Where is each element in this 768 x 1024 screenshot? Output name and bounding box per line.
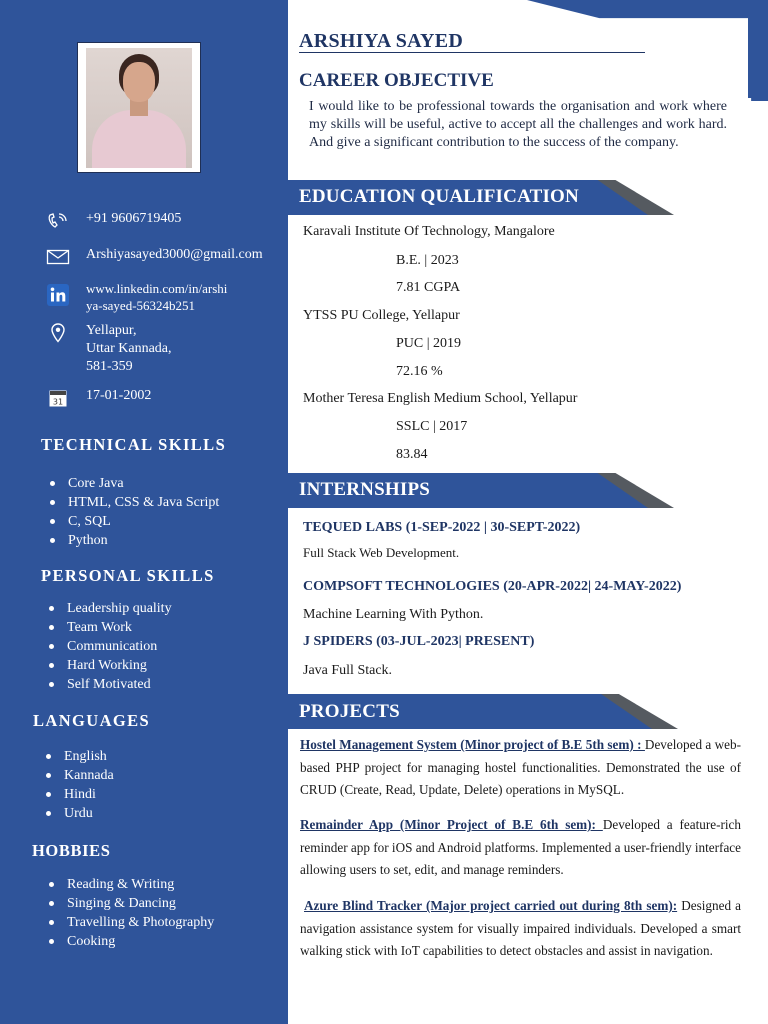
list-item: Python [44, 531, 219, 550]
list-item: Cooking [43, 932, 214, 951]
projects-banner [288, 694, 678, 729]
email-address[interactable]: Arshiyasayed3000@gmail.com [86, 247, 263, 262]
internship-title-2: COMPSOFT TECHNOLOGIES (20-APR-2022| 24-MAY-2022) [303, 579, 682, 594]
name-underline [299, 52, 645, 53]
profile-photo-image [86, 48, 192, 168]
list-item: HTML, CSS & Java Script [44, 493, 219, 512]
phone-icon [46, 210, 70, 232]
personal-skills-heading: PERSONAL SKILLS [41, 566, 215, 585]
career-objective-text: I would like to be professional towards the organisation and work where my skills will be useful, active to accept all the challenges and work hard. And give a significant contribution to the success of the company. [309, 99, 727, 150]
education-heading: EDUCATION QUALIFICATION [299, 186, 579, 207]
education-institute-3: Mother Teresa English Medium School, Yellapur [303, 391, 578, 406]
list-item: Travelling & Photography [43, 913, 214, 932]
personal-skills-list [43, 599, 172, 694]
sidebar [0, 0, 288, 1024]
technical-skills-heading: TECHNICAL SKILLS [41, 435, 227, 454]
contact-phone [46, 210, 181, 232]
internship-desc-2: Machine Learning With Python. [303, 607, 484, 622]
project-desc-2: Developed a feature-rich reminder app for iOS and Android platforms. Implemented a user-friendly interface allowing users to set, edit, and manage reminders. [300, 817, 742, 877]
hobbies-heading: HOBBIES [32, 841, 111, 860]
mail-icon [46, 246, 70, 268]
project-desc-3: Designed a navigation assistance system for visually impaired individuals. Developed a smart walking stick with IoT capabilities to detect obstacles and assist in navigation. [300, 898, 741, 958]
list-item: Urdu [40, 804, 114, 823]
list-item: Kannada [40, 766, 114, 785]
technical-skills-list [44, 474, 219, 550]
education-institute-2: YTSS PU College, Yellapur [303, 308, 460, 323]
project-3 [300, 895, 741, 963]
list-item: Reading & Writing [43, 875, 214, 894]
address: Yellapur, Uttar Kannada, 581-359 [86, 323, 172, 374]
list-item: English [40, 747, 114, 766]
languages-list [40, 747, 114, 823]
calendar-icon [46, 387, 70, 409]
education-course-1: B.E. | 2023 [396, 253, 459, 268]
location-pin-icon [46, 322, 70, 344]
project-2 [300, 814, 741, 882]
list-item: Leadership quality [43, 599, 172, 618]
list-item: Singing & Dancing [43, 894, 214, 913]
phone-number: +91 9606719405 [86, 211, 182, 226]
education-score-2: 72.16 % [396, 364, 443, 379]
education-score-1: 7.81 CGPA [396, 280, 461, 295]
linkedin-icon [46, 284, 70, 306]
internship-title-1: TEQUED LABS (1-SEP-2022 | 30-SEPT-2022) [303, 520, 581, 535]
candidate-name: ARSHIYA SAYED [299, 30, 464, 52]
contact-dob [46, 387, 151, 409]
list-item: Team Work [43, 618, 172, 637]
contact-email [46, 246, 263, 268]
date-of-birth: 17-01-2002 [86, 388, 152, 403]
list-item: C, SQL [44, 512, 219, 531]
svg-text:31: 31 [52, 397, 64, 407]
education-course-2: PUC | 2019 [396, 336, 462, 351]
list-item: Communication [43, 637, 172, 656]
linkedin-url[interactable]: www.linkedin.com/in/arshi ya-sayed-56324b251 [86, 281, 228, 313]
education-banner [288, 180, 674, 215]
list-item: Hindi [40, 785, 114, 804]
list-item: Core Java [44, 474, 219, 493]
project-title-2: Remainder App (Minor Project of B.E 6th sem): [300, 817, 603, 832]
internships-heading: INTERNSHIPS [299, 479, 431, 500]
languages-heading: LANGUAGES [33, 711, 151, 730]
internship-title-3: J SPIDERS (03-JUL-2023| PRESENT) [303, 634, 535, 649]
internship-desc-3: Java Full Stack. [303, 663, 393, 678]
contact-linkedin [46, 280, 227, 314]
contact-address [46, 322, 172, 376]
corner-decoration [527, 0, 768, 101]
hobbies-list [43, 875, 214, 951]
corner-decoration-band [748, 16, 768, 98]
profile-photo [77, 42, 201, 173]
internships-banner [288, 473, 674, 508]
project-desc-1: Developed a web-based PHP project for managing hostel functionalities. Demonstrated the use of CRUD (Create, Read, Update, Delete) operations in MySQL. [300, 737, 742, 797]
projects-heading: PROJECTS [299, 701, 400, 722]
education-institute-1: Karavali Institute Of Technology, Mangalore [303, 224, 555, 239]
internship-desc-1: Full Stack Web Development. [303, 545, 460, 560]
project-1 [300, 734, 741, 802]
list-item: Self Motivated [43, 675, 172, 694]
project-title-3: Azure Blind Tracker (Major project carried out during 8th sem): [304, 898, 678, 913]
project-title-1: Hostel Management System (Minor project of B.E 5th sem) : [300, 737, 645, 752]
career-objective-heading: CAREER OBJECTIVE [299, 70, 494, 91]
education-score-3: 83.84 [396, 447, 428, 462]
education-course-3: SSLC | 2017 [396, 419, 468, 434]
list-item: Hard Working [43, 656, 172, 675]
